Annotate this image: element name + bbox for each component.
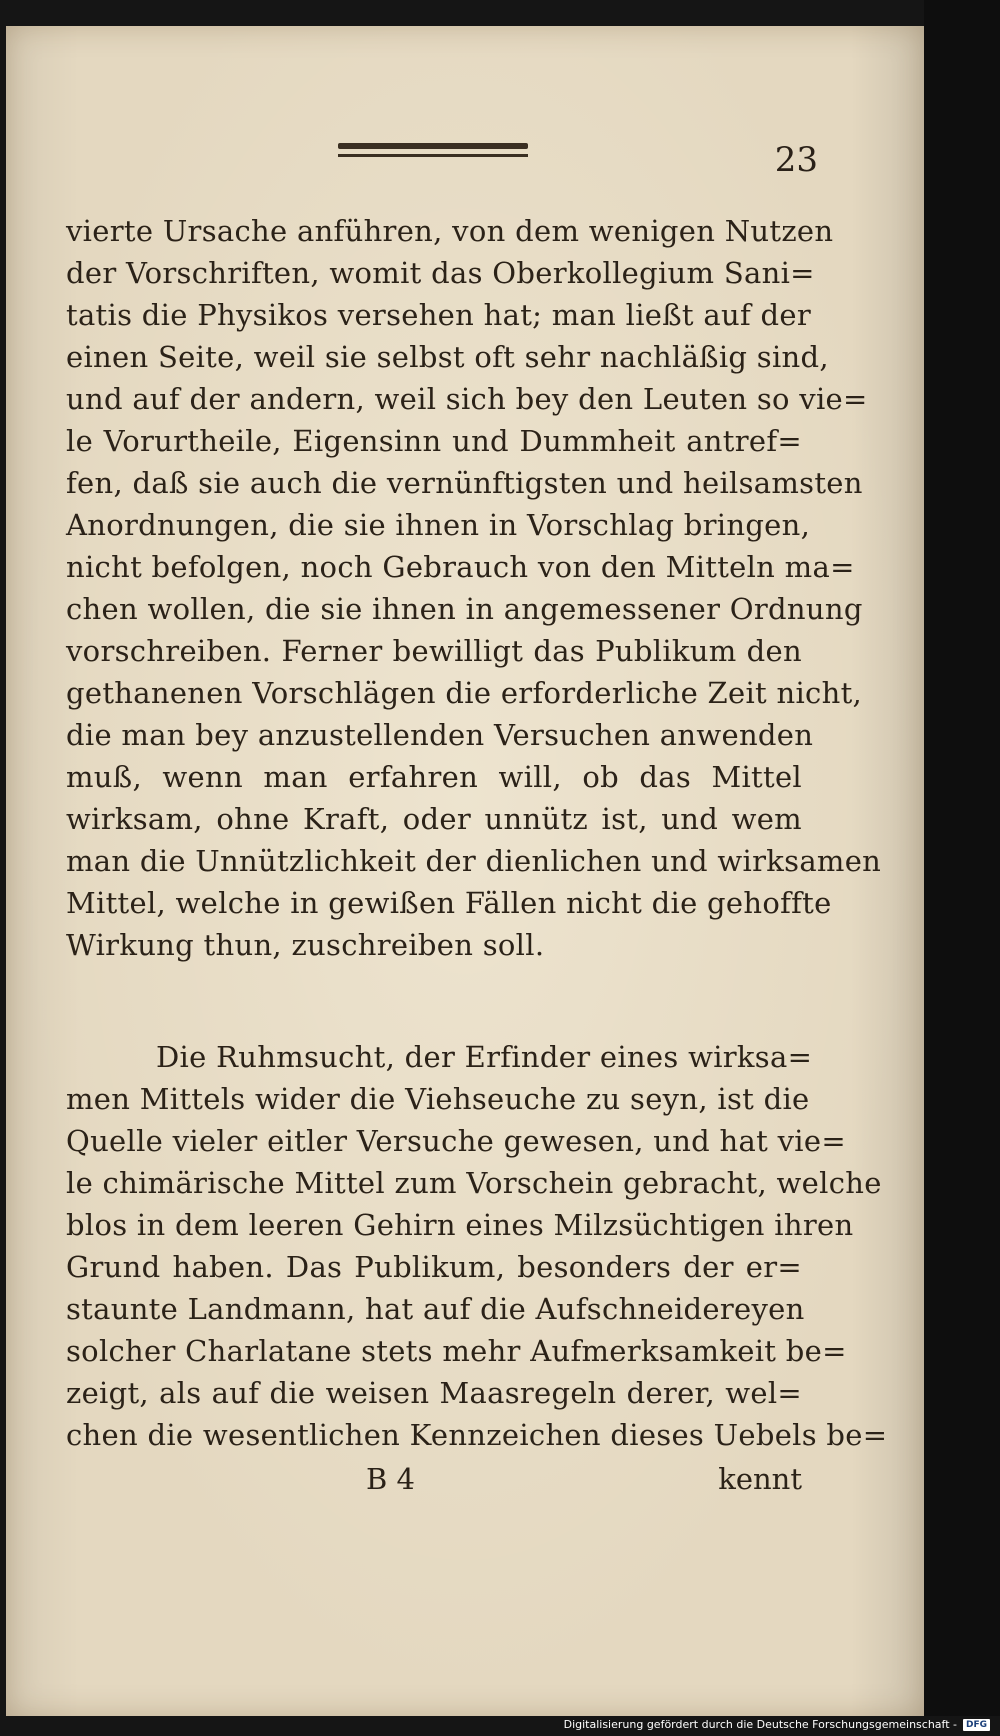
text-line: Mittel, welche in gewißen Fällen nicht die gehoffte xyxy=(66,886,832,920)
text-line: Anordnungen, die sie ihnen in Vorschlag bringen, xyxy=(66,508,811,542)
text-line: Die Ruhmsucht, der Erfinder eines wirksa= xyxy=(156,1040,813,1074)
text-line: tatis die Physikos versehen hat; man ließt auf der xyxy=(66,298,811,332)
text-line: muß, wenn man erfahren will, ob das Mittel xyxy=(66,760,802,794)
text-line: man die Unnützlichkeit der dienlichen und wirksamen xyxy=(66,844,882,878)
text-line: nicht befolgen, noch Gebrauch von den Mitteln ma= xyxy=(66,550,855,584)
body-text xyxy=(66,210,888,1456)
dfg-logo: DFG xyxy=(963,1719,990,1731)
text-line: Wirkung thun, zuschreiben soll. xyxy=(66,928,545,962)
digitization-credit xyxy=(564,1718,990,1731)
catchword: kennt xyxy=(718,1462,802,1496)
text-line: le chimärische Mittel zum Vorschein gebracht, welche xyxy=(66,1166,882,1200)
scan-background xyxy=(924,0,1000,1716)
text-line: chen die wesentlichen Kennzeichen dieses Uebels be= xyxy=(66,1418,888,1452)
text-line: Grund haben. Das Publikum, besonders der er= xyxy=(66,1250,802,1284)
paragraph-1 xyxy=(66,210,882,966)
text-line: le Vorurtheile, Eigensinn und Dummheit antref= xyxy=(66,424,802,458)
text-line: die man bey anzustellenden Versuchen anwenden xyxy=(66,718,814,752)
credit-text: Digitalisierung gefördert durch die Deutsche Forschungsgemeinschaft - xyxy=(563,1718,957,1731)
text-line: wirksam, ohne Kraft, oder unnütz ist, und wem xyxy=(66,802,802,836)
text-line: staunte Landmann, hat auf die Aufschneidereyen xyxy=(66,1292,805,1326)
text-line: gethanenen Vorschlägen die erforderliche Zeit nicht, xyxy=(66,676,863,710)
text-line: solcher Charlatane stets mehr Aufmerksamkeit be= xyxy=(66,1334,847,1368)
text-line: der Vorschriften, womit das Oberkollegium Sani= xyxy=(66,256,815,290)
page-number: 23 xyxy=(774,140,818,180)
signature-mark: B 4 xyxy=(366,1462,415,1496)
text-line: vorschreiben. Ferner bewilligt das Publikum den xyxy=(66,634,802,668)
text-line: fen, daß sie auch die vernünftigsten und heilsamsten xyxy=(66,466,863,500)
text-line: zeigt, als auf die weisen Maasregeln derer, wel= xyxy=(66,1376,802,1410)
text-line: men Mittels wider die Viehseuche zu seyn, ist die xyxy=(66,1082,810,1116)
paragraph-2 xyxy=(66,1036,888,1456)
text-line: Quelle vieler eitler Versuche gewesen, und hat vie= xyxy=(66,1124,846,1158)
text-line: vierte Ursache anführen, von dem wenigen Nutzen xyxy=(66,214,834,248)
header-ornament-rule xyxy=(338,143,528,163)
text-line: chen wollen, die sie ihnen in angemessener Ordnung xyxy=(66,592,863,626)
text-line: und auf der andern, weil sich bey den Leuten so vie= xyxy=(66,382,868,416)
text-line: blos in dem leeren Gehirn eines Milzsüchtigen ihren xyxy=(66,1208,854,1242)
text-line: einen Seite, weil sie selbst oft sehr nachläßig sind, xyxy=(66,340,829,374)
